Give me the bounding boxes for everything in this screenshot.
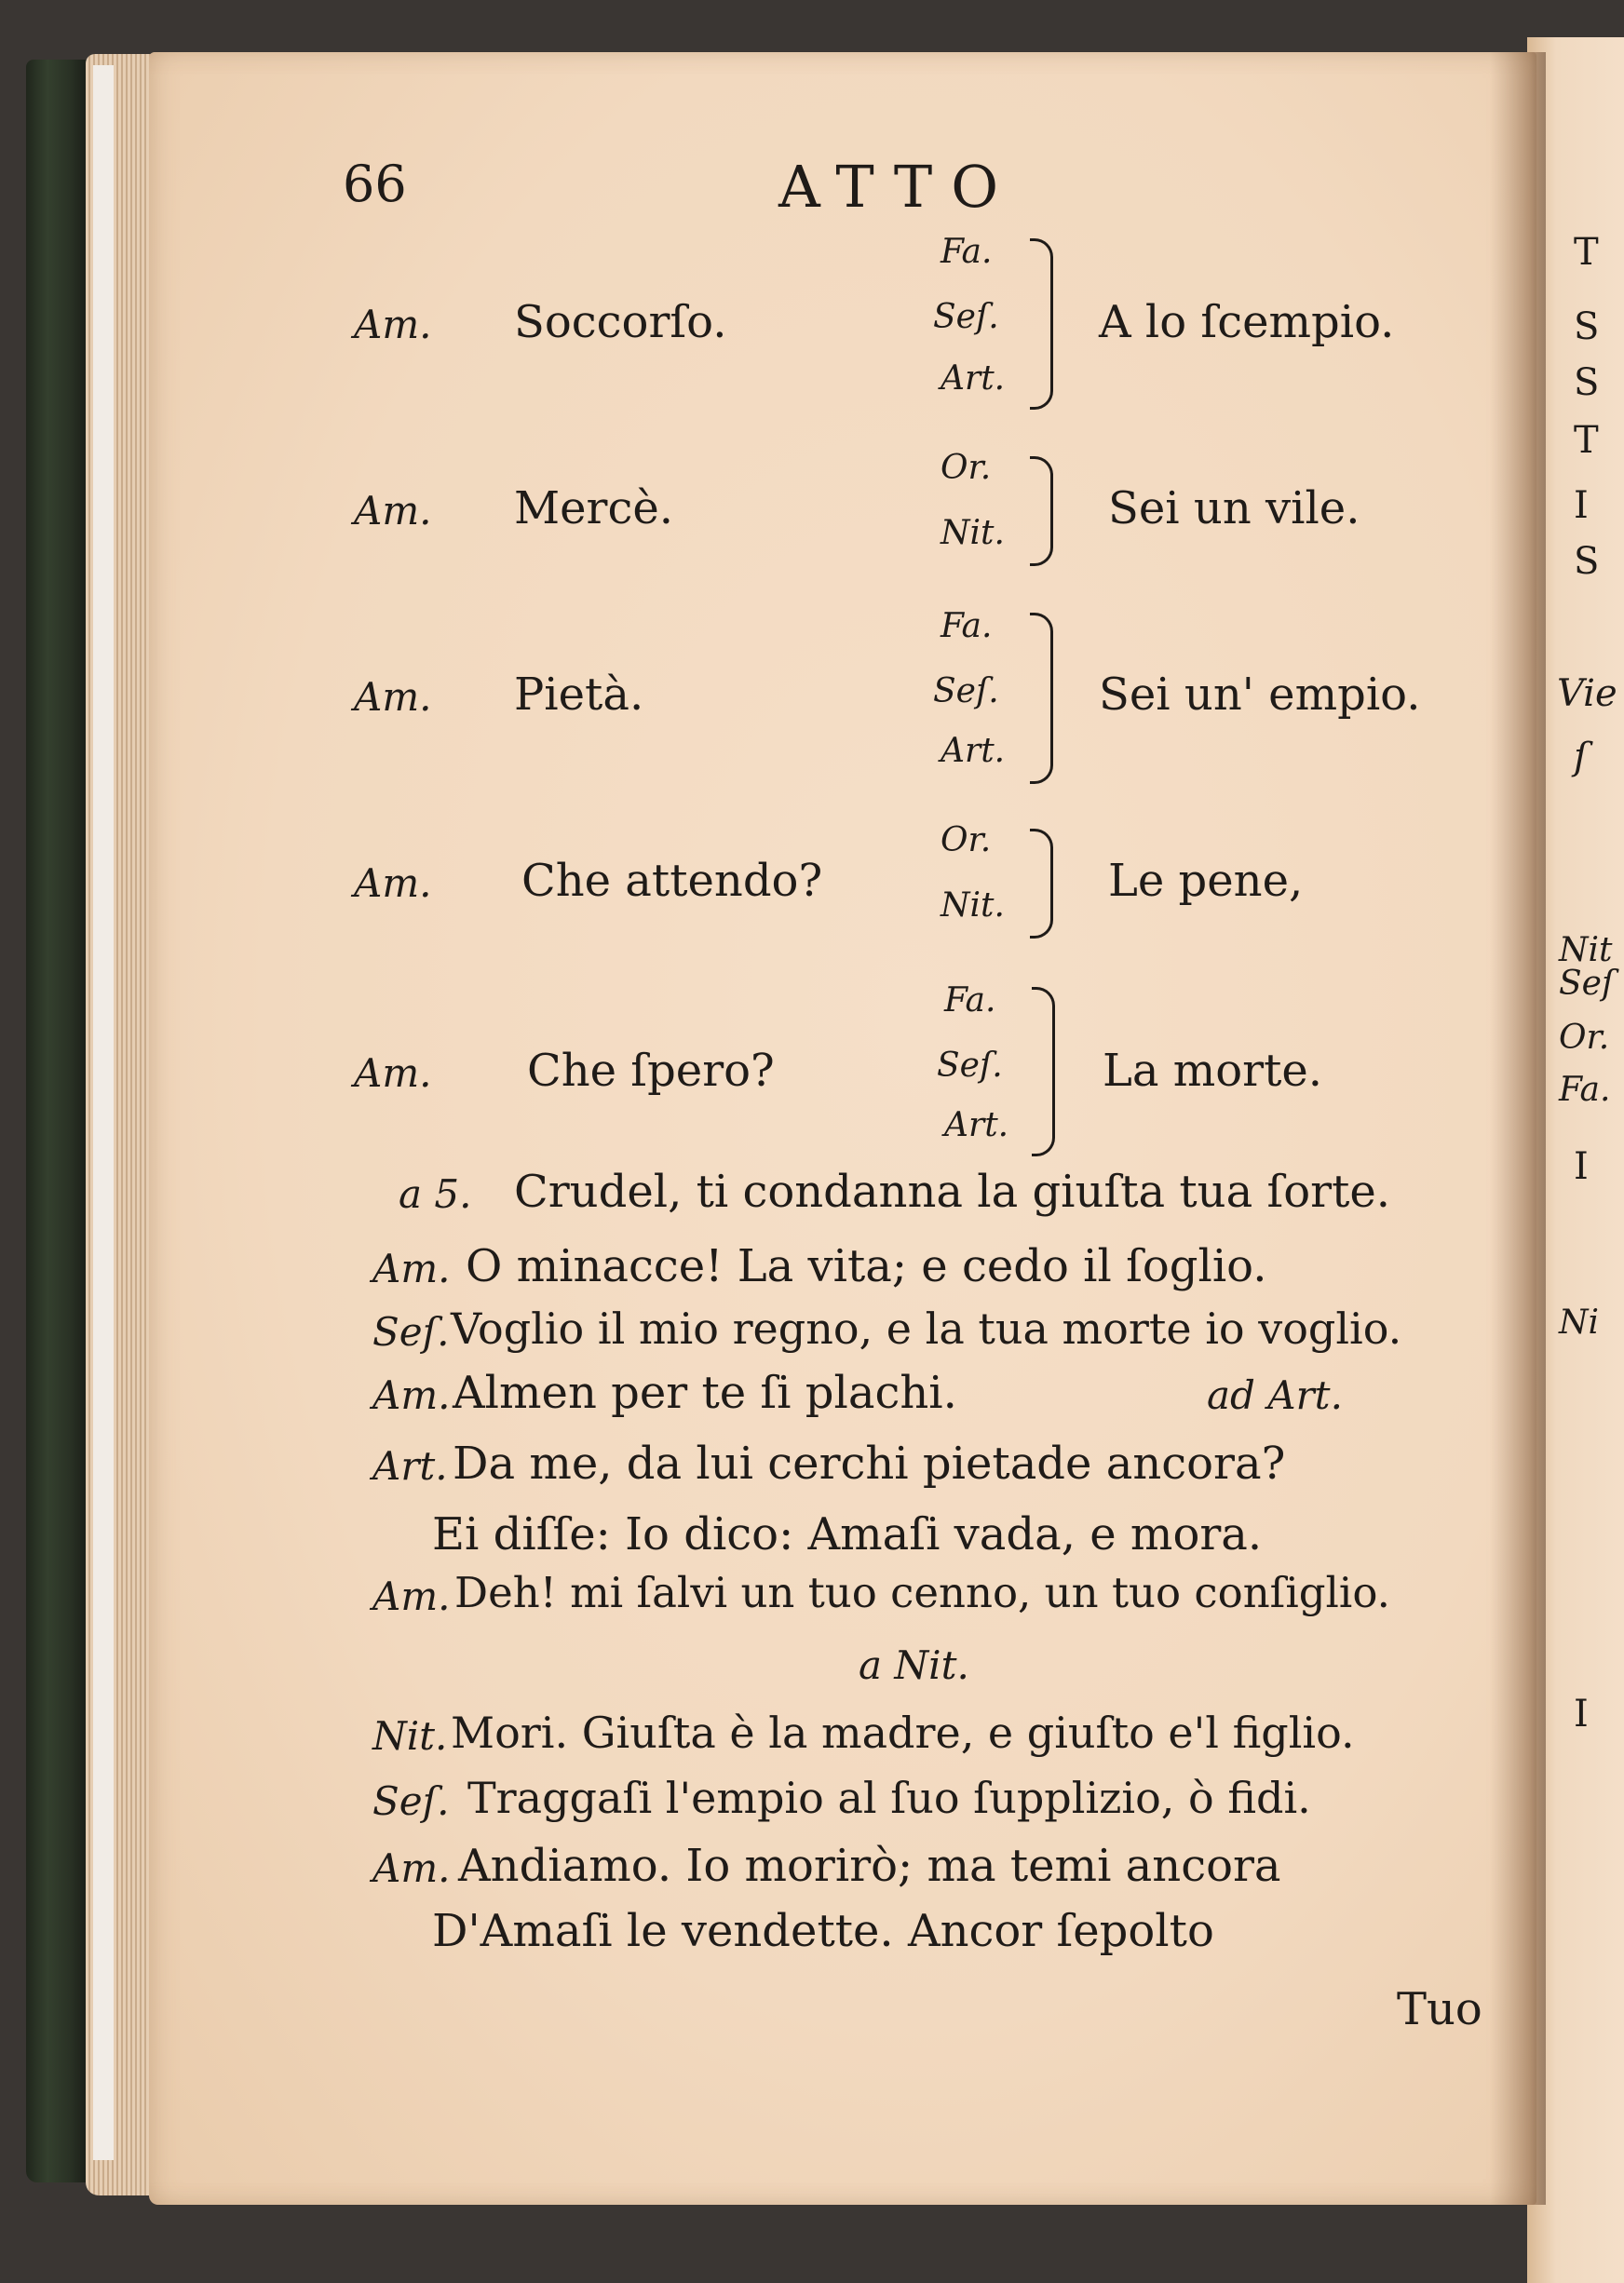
facing-fragment: Or. [1559, 1019, 1610, 1057]
catchword: Tuo [1397, 1983, 1482, 2035]
speaker-label: Am. [372, 1246, 451, 1291]
facing-fragment: S [1574, 305, 1600, 348]
facing-fragment: T [1574, 231, 1599, 274]
running-title: ATTO [778, 153, 1018, 221]
brace [1030, 613, 1053, 784]
respondent-label: Art. [941, 732, 1006, 770]
respondent-label: Seſ. [937, 1047, 1003, 1085]
speaker-label: Am. [372, 1372, 451, 1418]
dialogue-line: Che ſpero? [527, 1045, 775, 1097]
flyleaf [93, 65, 114, 2160]
respondent-label: Fa. [941, 233, 993, 271]
facing-fragment: Vie [1557, 672, 1617, 715]
respondent-label: Fa. [941, 607, 993, 645]
page-number: 66 [343, 155, 407, 213]
respondent-label: Seſ. [933, 298, 999, 336]
facing-fragment: Seſ [1559, 965, 1615, 1003]
dialogue-line: Che attendo? [521, 855, 823, 907]
respondent-label: Seſ. [933, 672, 999, 710]
facing-fragment: T [1574, 419, 1599, 462]
verse-line: Crudel, ti condanna la giuſta tua ſorte. [514, 1166, 1391, 1218]
speaker-label: Seſ. [372, 1309, 450, 1355]
respondent-label: Art. [944, 1106, 1009, 1144]
speaker-label: Am. [354, 674, 432, 720]
facing-fragment: I [1574, 1693, 1589, 1736]
verse-line: O minacce! La vita; e cedo il ſoglio. [466, 1240, 1267, 1292]
brace [1030, 456, 1053, 566]
facing-fragment: S [1574, 361, 1600, 404]
verse-line: Deh! mi ſalvi un tuo cenno, un tuo conſiglio. [454, 1568, 1390, 1617]
verse-line: Ei diſſe: Io dico: Amaſi vada, e mora. [432, 1508, 1263, 1560]
facing-fragment: Fa. [1559, 1071, 1611, 1109]
speaker-label: Am. [354, 1050, 432, 1096]
verse-line: Voglio il mio regno, e la tua morte io voglio. [451, 1304, 1402, 1354]
stage-direction: ad Art. [1207, 1372, 1343, 1418]
verse-line: Mori. Giuſta è la madre, e giuſto e'l figlio. [451, 1708, 1355, 1758]
speaker-label: Nit. [372, 1713, 448, 1759]
facing-fragment: Nit [1559, 931, 1613, 969]
dialogue-line: Soccorſo. [514, 296, 727, 348]
brace [1030, 238, 1053, 410]
brace [1032, 987, 1055, 1156]
respondent-label: Art. [941, 359, 1006, 398]
speaker-label: Art. [372, 1443, 448, 1489]
verse-line: Andiamo. Io morirò; ma temi ancora [458, 1840, 1281, 1892]
verse-line: D'Amaſi le vendette. Ancor ſepolto [432, 1905, 1214, 1957]
verse-line: Da me, da lui cerchi pietade ancora? [453, 1438, 1286, 1490]
respondent-label: Or. [941, 449, 992, 487]
facing-fragment: ſ [1574, 736, 1588, 778]
speaker-label: Seſ. [372, 1778, 450, 1824]
facing-fragment: Ni [1559, 1304, 1600, 1342]
dialogue-response: Le pene, [1108, 855, 1304, 907]
verse-line: Almen per te ſi plachi. [453, 1367, 957, 1419]
dialogue-response: Sei un vile. [1108, 482, 1360, 534]
respondent-label: Or. [941, 821, 992, 859]
gutter-shadow [1490, 52, 1546, 2205]
respondent-label: Nit. [941, 514, 1005, 552]
respondent-label: Fa. [944, 981, 996, 1020]
dialogue-response: Sei un' empio. [1099, 669, 1421, 721]
facing-fragment: I [1574, 1145, 1589, 1188]
stage-direction: a Nit. [859, 1642, 969, 1688]
facing-fragment: I [1574, 484, 1589, 527]
dialogue-line: Mercè. [514, 482, 674, 534]
speaker-label: Am. [372, 1574, 451, 1619]
book-spine [26, 60, 88, 2182]
speaker-label: Am. [372, 1845, 451, 1891]
facing-fragment: S [1574, 540, 1600, 583]
speaker-label: Am. [354, 488, 432, 534]
speaker-label: a 5. [399, 1171, 472, 1217]
speaker-label: Am. [354, 860, 432, 906]
verse-line: Traggaſi l'empio al ſuo ſupplizio, ò fidi. [467, 1773, 1311, 1823]
respondent-label: Nit. [941, 886, 1005, 925]
speaker-label: Am. [354, 302, 432, 347]
dialogue-line: Pietà. [514, 669, 644, 721]
brace [1030, 829, 1053, 939]
dialogue-response: La morte. [1103, 1045, 1323, 1097]
dialogue-response: A lo ſcempio. [1099, 296, 1395, 348]
